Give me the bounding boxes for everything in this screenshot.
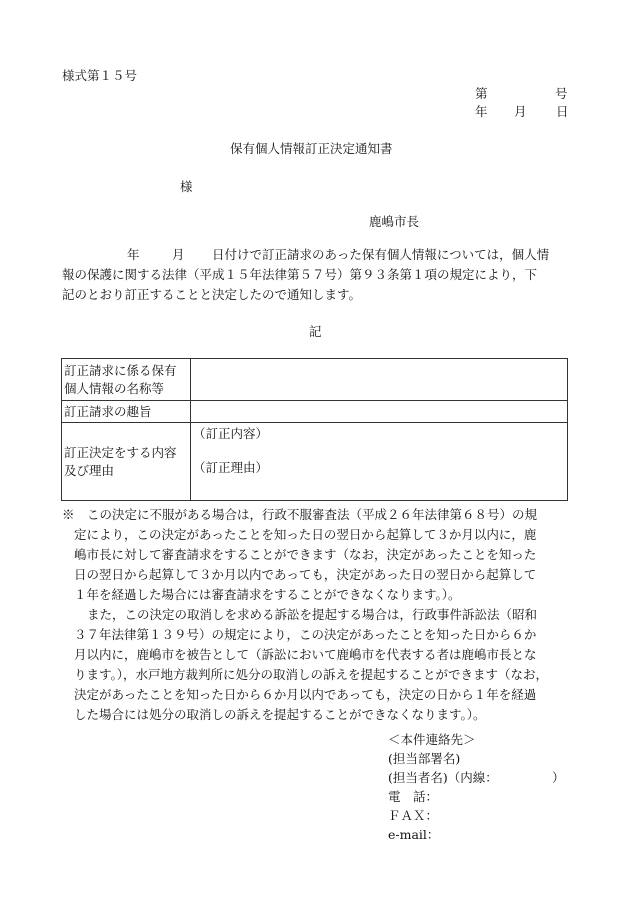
- note-line: １年を経過した場合には審査請求をすることができなくなります。）。: [74, 587, 461, 602]
- row3-content: [191, 423, 568, 501]
- note-line: また，この決定の取消しを求める訴訟を提起する場合は，行政事件訴訟法（昭和: [87, 607, 538, 622]
- sender-name: 鹿嶋市長: [369, 214, 420, 229]
- table-row: [62, 359, 568, 401]
- doc-number-suffix: 号: [555, 86, 568, 101]
- note-line: した場合には処分の取消しの訴えを提起することができなくなります。）。: [74, 707, 486, 722]
- body-line-1-rest: 日付けで訂正請求のあった保有個人情報については，個人情: [212, 247, 550, 262]
- row3-label: 訂正決定をする内容 及び理由: [62, 423, 191, 501]
- contact-person: (担当者名)（内線：: [388, 770, 498, 785]
- body-line-2: 報の保護に関する法律（平成１５年法律第５７号）第９３条第１項の規定により，下: [62, 267, 538, 282]
- row1-label: 訂正請求に係る保有 個人情報の名称等: [62, 359, 191, 401]
- body-year: 年: [127, 247, 140, 262]
- note-line: 決定があったことを知った日から６か月以内であっても，決定の日から１年を経過: [74, 687, 537, 702]
- note-line: 日の翌日から起算して３か月以内であっても，決定があった日の翌日から起算して: [74, 567, 537, 582]
- date-year: 年: [475, 104, 488, 119]
- ki-label: 記: [309, 324, 322, 339]
- correction-content-label: （訂正内容）: [193, 426, 269, 441]
- note-line: 嶋市長に対して審査請求をすることができます（なお，決定があったことを知った: [74, 547, 537, 562]
- date-day: 日: [556, 104, 569, 119]
- table-row: [62, 423, 568, 501]
- note-line: ります。），水戸地方裁判所に処分の取消しの訴えを提起することができます（なお，: [74, 667, 549, 682]
- contact-fax: ＦＡＸ：: [388, 808, 439, 823]
- correction-reason-label: （訂正理由）: [193, 460, 269, 475]
- correction-table: [61, 358, 568, 501]
- addressee-honorific: 様: [180, 179, 193, 194]
- contact-phone: 電 話：: [388, 789, 439, 804]
- body-line-1: [62, 245, 568, 265]
- note-line: ３７年法律第１３９号）の規定により，この決定があったことを知った日から６か: [74, 627, 537, 642]
- contact-dept: (担当部署名): [388, 751, 461, 766]
- body-month: 月: [172, 247, 185, 262]
- contact-person-close: ）: [552, 770, 565, 785]
- form-number: 様式第１５号: [62, 68, 138, 83]
- row2-label: 訂正請求の趣旨: [62, 401, 191, 423]
- notes-block: [62, 505, 572, 725]
- row2-content: [191, 401, 568, 423]
- document-title: 保有個人情報訂正決定通知書: [230, 141, 393, 156]
- date-month: 月: [514, 104, 527, 119]
- contact-heading: ＜本件連絡先＞: [388, 732, 476, 747]
- contact-email: e-mail：: [388, 827, 440, 842]
- note-line: ※ この決定に不服がある場合は，行政不服審査法（平成２６年法律第６８号）の規: [62, 507, 538, 522]
- row1-content: [191, 359, 568, 401]
- table-row: [62, 401, 568, 423]
- note-line: 月以内に，鹿嶋市を被告として（訴訟において鹿嶋市を代表する者は鹿嶋市長とな: [74, 647, 537, 662]
- note-line: 定により，この決定があったことを知った日の翌日から起算して３か月以内に，鹿: [74, 527, 537, 542]
- body-paragraph: [62, 245, 568, 305]
- body-line-3: 記のとおり訂正することと決定したので通知します。: [62, 287, 362, 302]
- doc-number-prefix: 第: [475, 86, 488, 101]
